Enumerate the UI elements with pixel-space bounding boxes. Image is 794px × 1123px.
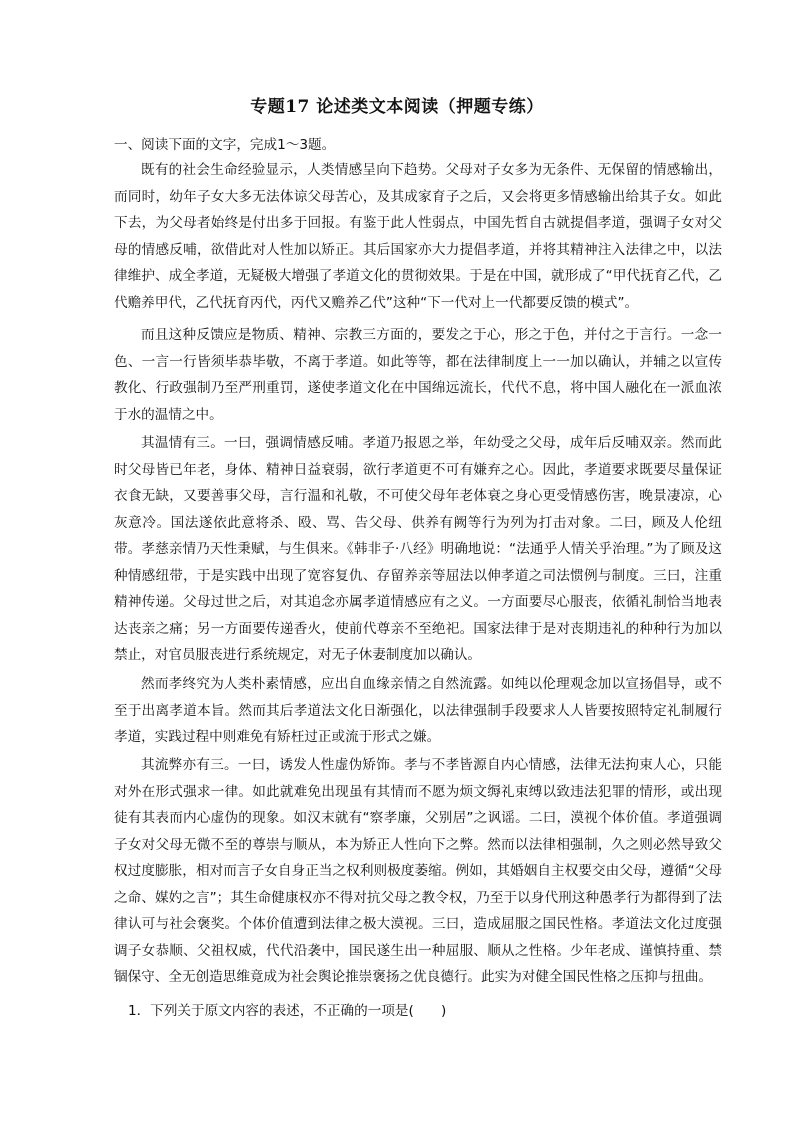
section-intro: 一、阅读下面的文字，完成1～3题。	[114, 137, 336, 153]
paragraph: 其流弊亦有三。一曰，诱发人性虚伪矫饰。孝与不孝皆源自内心情感，法律无法拘束人心，只能对外在形式强求一律。如此就难免出现虽有其情而不愿为烦文缛礼束缚以致违法犯罪的情形，或出现徒有其表而内心虚伪的现象。如汉末就有“察孝廉，父别居”之讽谣。二曰，漠视个体价值。孝道强调子女对父母无微不至的尊崇与顺从，本为矫正人性向下之弊。然而以法律相强制，久之则必然导致父权过度膨胀，相对而言子女自身正当之权利则极度萎缩。例如，其婚姻自主权要交由父母，遵循“父母之命、媒妁之言”；其生命健康权亦不得对抗父母之教令权，乃至于以身代刑这种愚孝行为都得到了法律认可与社会褒奖。个体价值遭到法律之极大漠视。三曰，造成屈服之国民性格。孝道法文化过度强调子女恭顺、父祖权威，代代沿袭中，国民遂生出一种屈服、顺从之性格。少年老成、谨慎持重、禁锢保守、全无创造思维竟成为社会舆论推崇褒扬之优良德行。此实为对健全国民性格之压抑与扭曲。	[114, 757, 722, 985]
paragraph: 而且这种反馈应是物质、精神、宗教三方面的，要发之于心，形之于色，并付之于言行。一念一色、一言一行皆须毕恭毕敬，不离于孝道。如此等等，都在法律制度上一一加以确认，并辅之以宣传教化、行政强制乃至严刑重罚，遂使孝道文化在中国绵远流长，代代不息，将中国人融化在一派血浓于水的温情之中。	[114, 327, 722, 423]
question-1: 1．下列关于原文内容的表述，不正确的一项是( )	[128, 1003, 447, 1019]
paragraph: 然而孝终究为人类朴素情感，应出自血缘亲情之自然流露。如纯以伦理观念加以宣扬倡导，或不至于出离孝道本旨。然而其后孝道法文化日渐强化，以法律强制手段要求人人皆要按照特定礼制履行孝道，实践过程中则难免有矫枉过正或流于形式之嫌。	[114, 676, 722, 745]
page-title: 专题17 论述类文本阅读（押题专练）	[250, 97, 544, 117]
paragraph: 既有的社会生命经验显示，人类情感呈向下趋势。父母对子女多为无条件、无保留的情感输出，而同时，幼年子女大多无法体谅父母苦心，及其成家育子之后，又会将更多情感输出给其子女。如此下去，为父母者始终是付出多于回报。有鉴于此人性弱点，中国先哲自古就提倡孝道，强调子女对父母的情感反哺，欲借此对人性加以矫正。其后国家亦大力提倡孝道，并将其精神注入法律之中，以法律维护、成全孝道，无疑极大增强了孝道文化的贯彻效果。于是在中国，就形成了“甲代抚育乙代，乙代赡养甲代，乙代抚育丙代，丙代又赡养乙代”这种“下一代对上一代都要反馈的模式”。	[114, 162, 722, 311]
paragraph: 其温情有三。一曰，强调情感反哺。孝道乃报恩之举，年幼受之父母，成年后反哺双亲。然而此时父母皆已年老，身体、精神日益衰弱，欲行孝道更不可有嫌弃之心。因此，孝道要求既要尽量保证衣食无缺，又要善事父母，言行温和礼敬，不可使父母年老体衰之身心更受情感伤害，晚景凄凉，心灰意冷。国法遂依此意将杀、殴、骂、告父母、供养有阙等行为列为打击对象。二曰，顾及人伦纽带。孝慈亲情乃天性秉赋，与生俱来。《韩非子·八经》明确地说：“法通乎人情关乎治理。”为了顾及这种情感纽带，于是实践中出现了宽容复仇、存留养亲等屈法以伸孝道之司法惯例与制度。三曰，注重精神传递。父母过世之后，对其追念亦属孝道情感应有之义。一方面要尽心服丧，依循礼制恰当地表达丧亲之痛；另一方面要传递香火，使前代尊亲不至绝祀。国家法律于是对丧期违礼的种种行为加以禁止，对官员服丧进行系统规定，对无子休妻制度加以确认。	[114, 435, 722, 663]
